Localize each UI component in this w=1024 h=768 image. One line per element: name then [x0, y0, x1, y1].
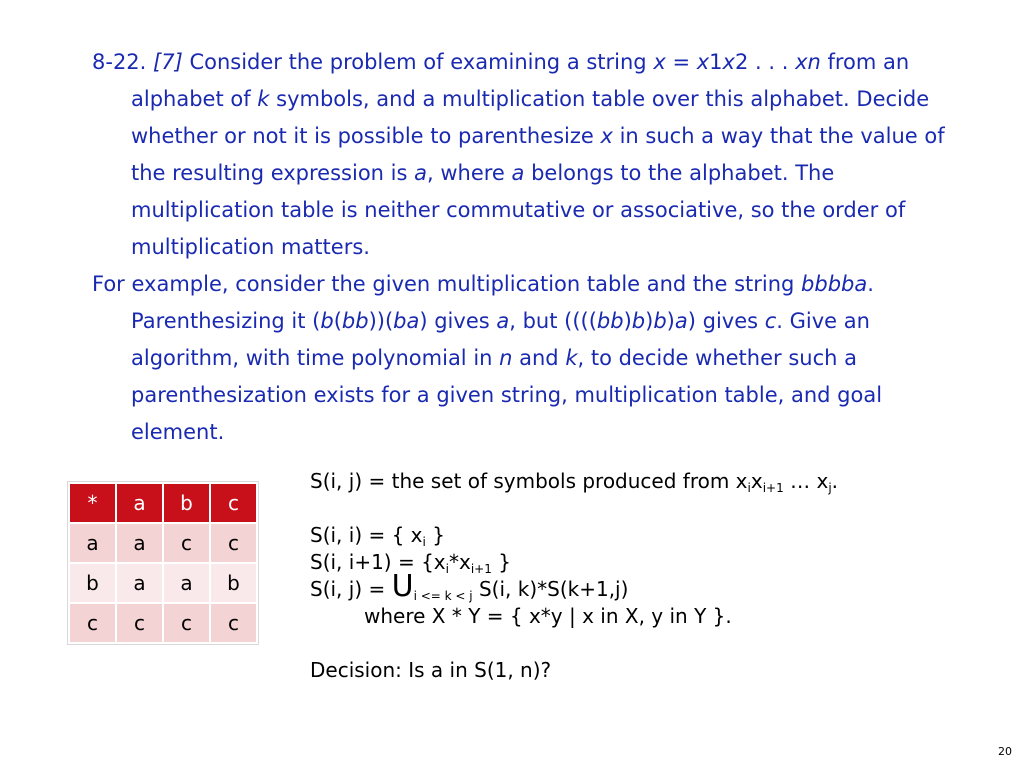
table-row	[69, 523, 257, 563]
problem-paragraph-2	[92, 266, 952, 451]
italic-text-run: a	[674, 309, 688, 333]
solution-definition	[310, 468, 1010, 684]
text-run: Consider the problem of examining a string	[182, 50, 654, 74]
italic-text-run: x	[653, 50, 666, 74]
product-definition: where X * Y = { x*y | x in X, y in Y }.	[364, 604, 732, 628]
recurrence-lhs: S(i, j) =	[310, 577, 392, 601]
multiplication-table	[68, 482, 258, 644]
table-header-cell: c	[210, 483, 257, 523]
set-definition-line	[310, 468, 1010, 495]
italic-text-run: x	[722, 50, 735, 74]
text-run: =	[665, 50, 697, 74]
text-run: For example, consider the given multiplication table and the string	[92, 272, 802, 296]
text-run: ))(	[368, 309, 394, 333]
base-case-text: S(i, i) = { x	[310, 523, 423, 547]
subscript: i	[422, 535, 426, 549]
subscript: i+1	[470, 562, 492, 576]
italic-text-run: a	[496, 309, 510, 333]
italic-text-run: bb	[596, 309, 624, 333]
text-run: )	[666, 309, 675, 333]
text-run: . Parenthesizing it (	[131, 272, 874, 333]
text-run: 2 . . .	[734, 50, 796, 74]
italic-text-run: xn	[795, 50, 821, 74]
text-run: )	[645, 309, 654, 333]
italic-text-run: x	[696, 50, 710, 74]
italic-text-run: c	[764, 309, 777, 333]
table-header-cell: b	[163, 483, 210, 523]
text-run: , where	[426, 161, 512, 185]
decision-question: Decision: Is a in S(1, n)?	[310, 658, 552, 682]
table-cell: c	[210, 603, 257, 643]
text-run: 8-22.	[92, 50, 154, 74]
pair-case-product: *x	[449, 550, 471, 574]
table-header-cell: a	[116, 483, 163, 523]
subscript: i	[747, 481, 751, 495]
subscript: j	[828, 481, 832, 495]
text-run: from an alphabet of	[131, 50, 910, 111]
pair-case-text: S(i, i+1) = {x	[310, 550, 446, 574]
page-number: 20	[998, 745, 1012, 758]
table-cell: a	[116, 523, 163, 563]
italic-text-run: b	[320, 309, 334, 333]
recurrence-rhs: S(i, k)*S(k+1,j)	[472, 577, 629, 601]
table-cell: b	[69, 563, 116, 603]
text-run: belongs to the alphabet. The multiplication table is neither commutative or associative, so the order of multiplication matters.	[131, 161, 906, 259]
table-cell: a	[163, 563, 210, 603]
italic-text-run: bbbba	[801, 272, 868, 296]
table-cell: a	[116, 563, 163, 603]
union-symbol: U	[391, 569, 414, 604]
pair-case-line	[310, 549, 1010, 576]
base-case-line	[310, 522, 1010, 549]
text-run: symbols, and a multiplication table over this alphabet. Decide whether or not it is possible to parenthesize	[131, 87, 930, 148]
table-row	[69, 563, 257, 603]
table-cell: c	[163, 603, 210, 643]
subscript: i	[445, 562, 449, 576]
table-cell: c	[163, 523, 210, 563]
italic-text-run: b	[631, 309, 646, 333]
italic-text-run: b	[653, 309, 667, 333]
table-header-cell: *	[69, 483, 116, 523]
italic-text-run: a	[414, 161, 427, 185]
italic-text-run: n	[499, 346, 513, 370]
table-cell: b	[210, 563, 257, 603]
table-cell: c	[210, 523, 257, 563]
subscript: i+1	[762, 481, 784, 495]
table-cell: a	[69, 523, 116, 563]
table-row	[69, 603, 257, 643]
table-cell: c	[116, 603, 163, 643]
table-cell: c	[69, 603, 116, 643]
table-header-row	[69, 483, 257, 523]
pair-case-close: }	[491, 550, 511, 574]
italic-text-run: ba	[393, 309, 420, 333]
symbol-text: … x	[783, 469, 829, 493]
italic-text-run: k	[257, 87, 270, 111]
italic-text-run: [7]	[153, 50, 183, 74]
text-run: and	[512, 346, 566, 370]
text-run: in such a way that the value of the resulting expression is	[131, 124, 945, 185]
italic-text-run: x	[600, 124, 613, 148]
problem-statement	[92, 44, 952, 451]
text-run: (	[333, 309, 342, 333]
text-run: ) gives	[419, 309, 497, 333]
set-definition-text: S(i, j) = the set of symbols produced from x	[310, 469, 748, 493]
text-run: , to decide whether such a parenthesization exists for a given string, multiplication table, and goal element.	[131, 346, 883, 444]
problem-paragraph-1	[92, 44, 952, 266]
union-range: i <= k < j	[413, 589, 473, 603]
period: .	[831, 469, 839, 493]
text-run: . Give an algorithm, with time polynomial in	[131, 309, 870, 370]
symbol-text: x	[750, 469, 763, 493]
text-run: )	[623, 309, 632, 333]
base-case-close: }	[425, 523, 445, 547]
text-run: 1	[709, 50, 723, 74]
text-run: ) gives	[687, 309, 765, 333]
italic-text-run: bb	[341, 309, 369, 333]
italic-text-run: a	[511, 161, 525, 185]
text-run: , but ((((	[509, 309, 597, 333]
italic-text-run: k	[565, 346, 578, 370]
